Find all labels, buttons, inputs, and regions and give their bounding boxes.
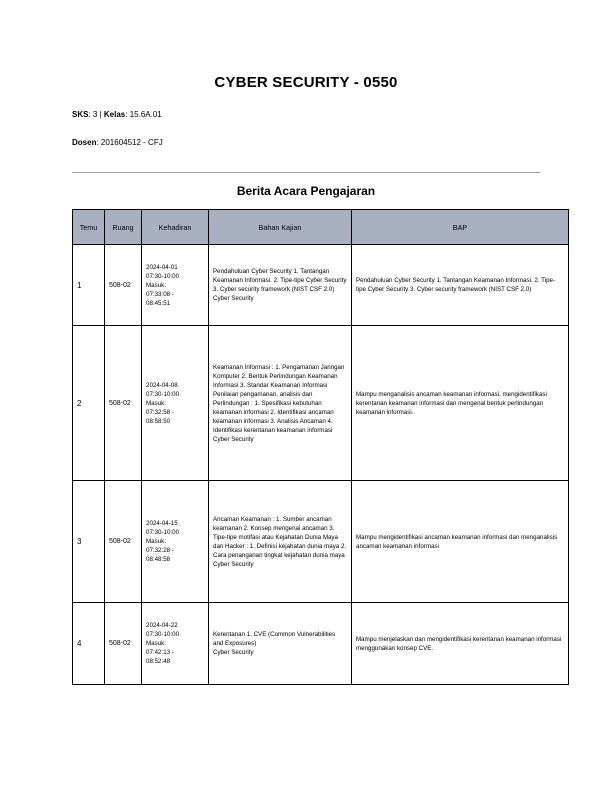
keluar-time: 08:45:51 xyxy=(146,299,171,307)
cell-ruang: 508-02 xyxy=(105,603,142,685)
session-date: 2024-04-22 xyxy=(146,622,178,629)
cell-kehadiran xyxy=(142,326,209,481)
bap-table xyxy=(72,209,569,685)
bahan-footer: Cyber Security xyxy=(213,295,254,302)
keluar-time: 08:52:48 xyxy=(146,658,171,665)
masuk-time: 07:42:13 - xyxy=(146,649,174,656)
sks-value: 3 xyxy=(92,110,98,119)
cell-ruang: 508-02 xyxy=(105,481,142,603)
masuk-label: Masuk: xyxy=(146,399,166,407)
cell-kehadiran xyxy=(142,603,209,685)
section-title: Berita Acara Pengajaran xyxy=(236,184,376,198)
session-time: 07:30-10:00 xyxy=(146,631,180,638)
bahan-text: Pendahuluan Cyber Security 1. Tantangan Keamanan Informasi. 2. Tipe-tipe Cyber Security 3. Cyber security framework (NIST CSF 2.0) xyxy=(213,268,347,293)
cell-ruang: 508-02 xyxy=(105,326,142,481)
session-time: 07:30-10:00 xyxy=(146,272,180,280)
course-meta-line: SKS: 3 | Kelas: 15.6A.01 xyxy=(72,110,162,119)
dosen-line: Dosen: 201604512 - CFJ xyxy=(72,138,163,147)
course-title: CYBER SECURITY - 0550 xyxy=(214,74,398,91)
cell-bahan-kajian xyxy=(209,326,352,481)
masuk-time: 07:32:28 - xyxy=(146,547,174,554)
header-bap: BAP xyxy=(352,210,569,245)
cell-bap: Mampu menganalisis ancaman keamanan informasi, mengidentifikasi kerentanan keamanan informasi dan mengenal bentuk perlindungan keamanan informasi. xyxy=(352,326,569,481)
cell-bap: Mampu menjelaskan dan mengidentifikasi kerentanan keamanan informasi menggunakan konsep CVE. xyxy=(352,603,569,685)
bahan-footer: Cyber Security xyxy=(213,560,254,568)
session-date: 2024-04-01 xyxy=(146,263,178,271)
table-row xyxy=(73,481,569,603)
masuk-label: Masuk: xyxy=(146,640,166,647)
table-row xyxy=(73,326,569,481)
cell-bap: Pendahuluan Cyber Security 1. Tantangan Keamanan Informasi. 2. Tipe-tipe Cyber Security 3. Cyber security framework (NIST CSF 2.0) xyxy=(352,245,569,326)
dosen-label: Dosen xyxy=(72,138,97,147)
keluar-time: 08:58:50 xyxy=(146,417,171,425)
bahan-text: Kerentanan 1. CVE (Common Vulnerabilities and Exposures) xyxy=(213,631,336,647)
cell-ruang: 508-02 xyxy=(105,245,142,326)
session-date: 2024-04-08 xyxy=(146,381,178,389)
sks-label: SKS xyxy=(72,110,89,119)
keluar-time: 08:48:58 xyxy=(146,556,171,563)
dosen-value: 201604512 - CFJ xyxy=(100,138,163,147)
cell-kehadiran xyxy=(142,481,209,603)
header-bahan-kajian: Bahan Kajian xyxy=(209,210,352,245)
bahan-footer: Cyber Security xyxy=(213,649,254,656)
session-date: 2024-04-15 xyxy=(146,520,178,527)
table-row xyxy=(73,603,569,685)
kelas-value: 15.6A.01 xyxy=(129,110,162,119)
cell-temu: 4 xyxy=(73,603,105,685)
cell-temu: 1 xyxy=(73,245,105,326)
cell-bahan-kajian xyxy=(209,481,352,603)
session-time: 07:30-10:00 xyxy=(146,529,180,536)
header-kehadiran: Kehadiran xyxy=(142,210,209,245)
masuk-label: Masuk: xyxy=(146,538,166,545)
cell-bap: Mampu mengidentifikasi ancaman keamanan informasi dan menganalisis ancaman keamanan informasi xyxy=(352,481,569,603)
masuk-time: 07:32:58 - xyxy=(146,408,174,416)
cell-temu: 3 xyxy=(73,481,105,603)
masuk-time: 07:33:08 - xyxy=(146,290,174,298)
cell-bahan-kajian xyxy=(209,245,352,326)
cell-temu: 2 xyxy=(73,326,105,481)
masuk-label: Masuk: xyxy=(146,281,166,289)
kelas-label: Kelas xyxy=(103,110,126,119)
table-header-row xyxy=(73,210,569,245)
bahan-footer: Cyber Security xyxy=(213,435,254,443)
header-temu: Temu xyxy=(73,210,105,245)
bahan-text: Keamanan Informasi : 1. Pengamanan Jaringan Komputer 2. Bentuk Perlindungan Keamanan Informasi 3. Standar Keamanan Informasi Penilaian pengamanan, analisis dan Perlindungan : 1. Spesifikasi kebutuhan keamanan informasi 2. Identifikasi ancaman keamanan informasi 3. Analisis Ancaman 4. Identifikasi kerentanan keamanan informasi xyxy=(213,363,345,434)
bahan-text: Ancaman Keamanan : 1. Sumber ancaman keamanan 2. Konsep mengenai ancaman 3. Tipe-tipe motifasi atau Kejahatan Dunia Maya dan Hacker : 1. Definisi kejahatan dunia maya 2. Cara penanganan tingkat kejahatan dunia maya xyxy=(213,515,347,559)
table-row xyxy=(73,245,569,326)
divider xyxy=(72,172,540,173)
session-time: 07:30-10:00 xyxy=(146,390,180,398)
cell-bahan-kajian xyxy=(209,603,352,685)
header-ruang: Ruang xyxy=(105,210,142,245)
cell-kehadiran xyxy=(142,245,209,326)
